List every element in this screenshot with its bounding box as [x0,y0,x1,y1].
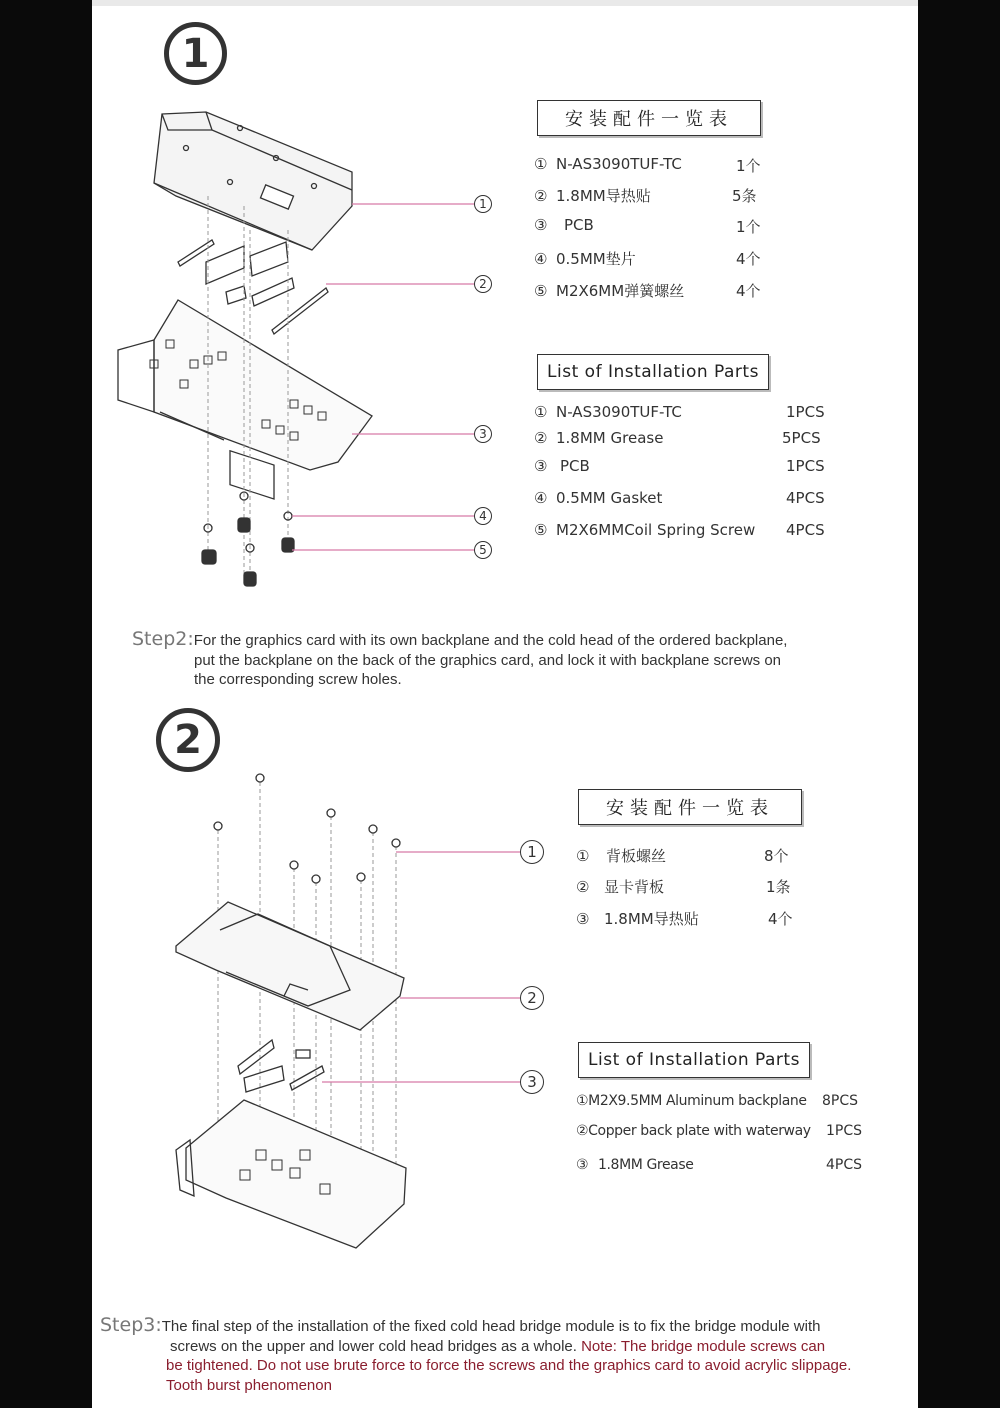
step2-line: the corresponding screw holes. [194,671,402,688]
step3-line: be tightened. Do not use brute force to force the screws and the graphics card to avoid acrylic slippage. [166,1357,852,1374]
step2-cn-qty: 4个 [768,910,793,928]
step1-cn-item: ① N-AS3090TUF-TC [534,155,682,173]
step2-en-item: ②Copper back plate with waterway [576,1123,811,1139]
thermal-pad [226,286,246,304]
step1-en-qty: 5PCS [782,429,821,447]
step2-en-item: ③ 1.8MM Grease [576,1157,694,1173]
backplane-screw [312,875,320,883]
step1-cn-item: ③ PCB [534,216,594,234]
step2-cn-qty: 1条 [766,878,791,896]
pcb-board [154,300,372,470]
step1-cn-qty: 1个 [736,157,761,175]
step1-callout-5: 5 [474,541,492,559]
step1-en-item: ⑤ M2X6MMCoil Spring Screw [534,521,756,539]
thermal-pad [250,242,288,276]
step1-en-qty: 1PCS [786,403,825,421]
step2-number-circle [156,708,220,772]
step2-callout-1: 1 [520,840,544,864]
step2-en-qty: 1PCS [826,1123,863,1139]
step2-cn-item: ② 显卡背板 [576,878,665,896]
step1-en-qty: 4PCS [786,521,825,539]
backplane-screw [327,809,335,817]
step1-callout-3: 3 [474,425,492,443]
step2-cn-title: 安装配件一览表 [578,789,802,825]
step1-callout-4: 4 [474,507,492,525]
step2-callout-2: 2 [520,986,544,1010]
step1-cn-qty: 4个 [736,282,761,300]
step3-line: Tooth burst phenomenon [166,1376,332,1394]
thermal-pad [290,1066,324,1090]
thermal-pad [272,288,328,334]
step1-cn-qty: 5条 [732,187,757,205]
backplane-screw [369,825,377,833]
step1-cn-qty: 4个 [736,250,761,268]
step3-note: Note: The bridge module screws can [581,1337,826,1355]
step2-en-item: ①M2X9.5MM Aluminum backplane [576,1093,807,1109]
spring-screw [244,572,256,586]
step1-en-item: ① N-AS3090TUF-TC [534,403,682,421]
step1-en-item: ③ PCB [534,457,590,475]
step2-cn-item: ① 背板螺丝 [576,847,667,865]
step2-callout-3: 3 [520,1070,544,1094]
step1-cn-item: ⑤ M2X6MM弹簧螺丝 [534,282,685,300]
step2-number: 2 [174,717,202,763]
step1-cn-title: 安装配件一览表 [537,100,761,136]
step1-number: 1 [181,30,210,77]
step3-line: The final step of the installation of the fixed cold head bridge module is to fix the bridge module with [161,1318,821,1335]
step2-instructions [132,630,892,690]
step2-cn-item: ③ 1.8MM导热贴 [576,910,699,928]
step2-en-title: List of Installation Parts [578,1042,810,1078]
step2-cn-qty: 8个 [764,847,789,865]
cold-head-block [154,112,352,250]
step1-en-item: ② 1.8MM Grease [534,429,664,447]
step3-label: Step3: [100,1314,162,1336]
step2-label: Step2: [132,628,194,650]
backplane-screw [290,861,298,869]
step2-line: For the graphics card with its own backplane and the cold head of the ordered backplane, [193,632,788,649]
spring-screw [202,550,216,564]
backplane-screw [256,774,264,782]
step2-en-qty: 8PCS [822,1093,859,1109]
step1-callout-1: 1 [474,195,492,213]
step1-en-title: List of Installation Parts [537,354,769,390]
step3-instructions [100,1316,910,1395]
backplane-screw [357,873,365,881]
step1-callout-2: 2 [474,275,492,293]
backplane-screw [214,822,222,830]
step2-en-qty: 4PCS [826,1157,863,1173]
thermal-pad [244,1066,284,1092]
step1-cn-item: ④ 0.5MM垫片 [534,250,636,268]
backplane-screw [392,839,400,847]
step1-en-qty: 4PCS [786,489,825,507]
thermal-pad [206,246,244,284]
step1-en-item: ④ 0.5MM Gasket [534,489,663,507]
spring-screw [238,518,250,532]
step2-line: put the backplane on the back of the graphics card, and lock it with backplane screws on [194,651,782,669]
backplate [176,902,404,1030]
thermal-pad [238,1040,274,1074]
step1-en-qty: 1PCS [786,457,825,475]
step3-line: screws on the upper and lower cold head bridges as a whole. [170,1337,582,1355]
step1-cn-item: ② 1.8MM导热贴 [534,187,651,205]
step1-cn-qty: 1个 [736,218,761,236]
thermal-pad [178,240,214,266]
